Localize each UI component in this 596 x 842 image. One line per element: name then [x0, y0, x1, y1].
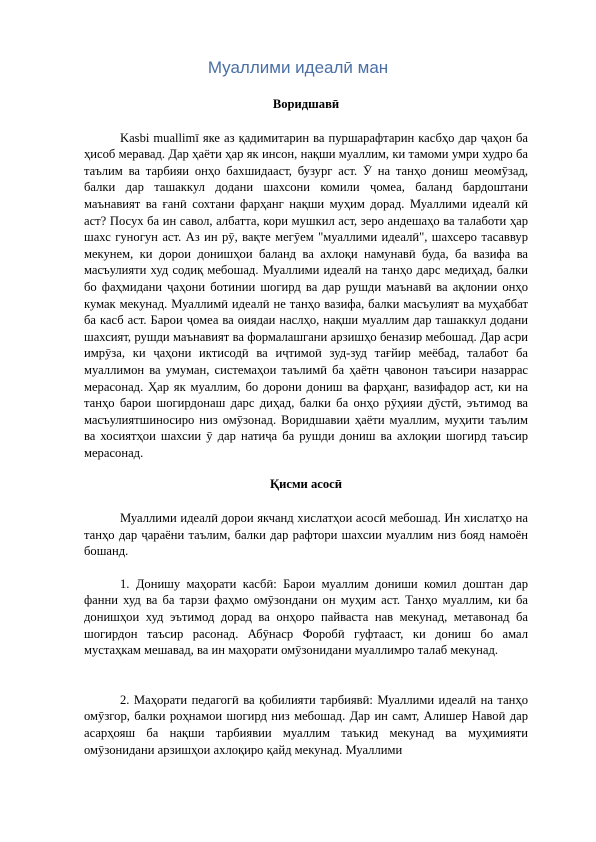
- section-heading-introduction: Воридшавӣ: [272, 97, 340, 111]
- paragraph-introduction: Kasbi muallimī яке аз қадимитарин ва пуршарафтарин касбҳо дар ҷаҳон ба ҳисоб меравад. Дар ҳаёти ҳар як инсон, нақши муаллим, ки тамоми умри худро ба таълим ва тарбияи онҳо бахшидааст, бузург аст. Ӯ на танҳо дониш меомӯзад, балки дар ташаккул додани шахсони комили ҷомеа, баланд бардоштани маънавият ва ғанӣ сохтани фарҳанг нақши муҳим дорад. Муаллими идеалӣ кӣ аст? Посух ба ин савол, албатта, кори мушкил аст, зеро андешаҳо ва талаботи ҳар шахс гуногун аст. Аз ин рӯ, вақте мегӯем "муаллими идеалӣ", шахсеро тасаввур мекунем, ки дорои донишҳои баланд ва ахлоқи намунавӣ буда, ба вазифа ва масъулияти худ содиқ мебошад. Муаллими идеалӣ на танҳо дарс медиҳад, балки бо фаҳмидани ҷаҳони ботинии шогирд ва дар рушди маънавӣ ва ақлонии онҳо кумак мекунад. Муаллимӣ идеалӣ не танҳо вазифа, балки масъулият ва муҳаббат ба касб аст. Барои ҷомеа ва оиядаи наслҳо, нақши муаллим дар ташаккул додани шахсият, рушди маънавият ва формалашгани арзишҳо беназир мебошад. Дар асри имрӯза, ки ҷаҳони иктисодӣ ва иҷтимоӣ зуд-зуд тағйир меёбад, талабот ба муаллимон ва умуман, системаҳои таълимӣ ба ҳаётн ҷавонон таъсири назаррас мерасонад. Ҳар як муаллим, бо дорони дониш ва фарҳанг, вазифадор аст, ки на танҳо барои шогирдонаш дарс диҳад, балки ба онҳо рӯҳияи дӯстӣ, эътимод ва масъулиятшиносиро низ омӯзонад. Воридшавии ҳаёти муаллим, муҳити таълим ва хосиятҳои шахсии ӯ дар натиҷа ба рушди дониш ва ахлоқии шогирд таъсир мерасонад.: [84, 130, 528, 460]
- document-body: [84, 96, 528, 758]
- paragraph-point-1: 1. Донишу маҳорати касбӣ: Барои муаллим дониши комил доштан дар фанни худ ва ба тарзи фаҳмо омӯзондани он муҳим аст. Танҳо муаллим, ки ба донишҳои худ эътимод дорад ва онҳоро пайваста нав мекунад, метавонад ба шогирдон таъсир расонад. Абӯнаср Форобӣ гуфтааст, ки дониш бо амал мустаҳкам мешавад, ва ин маҳорати омӯзонидани муаллимро талаб мекунад.: [84, 576, 528, 658]
- paragraph-spacer: [84, 659, 528, 692]
- paragraph-spacer: [84, 560, 528, 576]
- paragraph-point-2: 2. Маҳорати педагогӣ ва қобилияти тарбиявӣ: Муаллими идеалӣ на танҳо омӯзгор, балки роҳнамои шогирд низ мебошад. Дар ин самт, Алишер Навоӣ дар асарҳояш ба нақши тарбиявии муаллим таъкид мекунад ва муҳимияти омӯзонидани арзишҳои ахлоқиро қайд мекунад. Муаллими: [84, 692, 528, 757]
- document-title: Муаллими идеалӣ ман: [207, 58, 389, 77]
- paragraph-main-intro: Муаллими идеалӣ дорои якчанд хислатҳои асосӣ мебошад. Ин хислатҳо на танҳо дар ҷараёни таълим, балки дар рафтори шахсии муаллим низ бояд намоён бошанд.: [84, 511, 528, 559]
- section-heading-main-part: Қисми асосӣ: [270, 477, 342, 492]
